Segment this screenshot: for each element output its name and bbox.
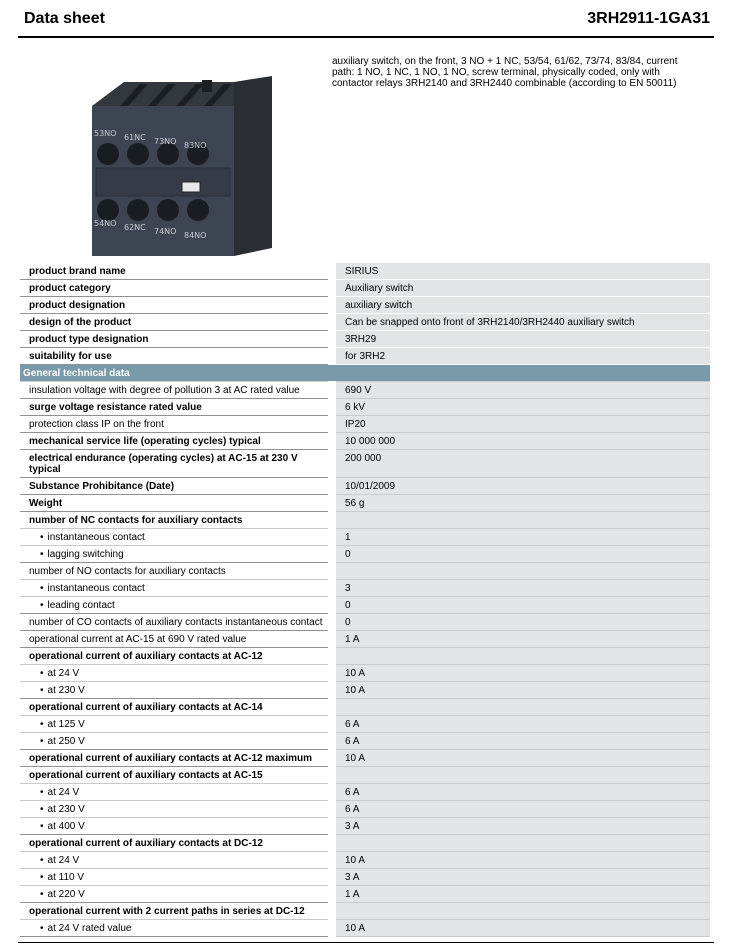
spec-value xyxy=(332,512,710,529)
spec-label: mechanical service life (operating cycles) typical xyxy=(20,433,332,450)
spec-sublabel: • at 400 V xyxy=(20,818,332,835)
spec-label: Substance Prohibitance (Date) xyxy=(20,478,332,495)
spec-sublabel: • at 24 V xyxy=(20,665,332,682)
terminal-label: 83NO xyxy=(184,141,207,150)
spec-value: IP20 xyxy=(332,416,710,433)
spec-row xyxy=(20,399,710,416)
spec-row xyxy=(20,348,710,365)
spec-value xyxy=(332,903,710,920)
spec-subrow xyxy=(20,665,710,682)
terminal-label: 73NO xyxy=(154,137,177,146)
spec-row xyxy=(20,331,710,348)
spec-label: number of NO contacts for auxiliary contacts xyxy=(20,563,332,580)
spec-subrow xyxy=(20,529,710,546)
spec-subrow xyxy=(20,852,710,869)
terminal-label: 74NO xyxy=(154,227,177,236)
page-title: Data sheet xyxy=(24,10,105,27)
spec-value: 56 g xyxy=(332,495,710,512)
spec-subrow xyxy=(20,716,710,733)
spec-subrow xyxy=(20,682,710,699)
spec-sublabel: • at 230 V xyxy=(20,801,332,818)
spec-table xyxy=(20,263,710,937)
product-description: auxiliary switch, on the front, 3 NO + 1 NC, 53/54, 61/62, 73/74, 83/84, current path: 1 NO, 1 NC, 1 NO, 1 NO, screw terminal, physically coded, only with contactor relays 3RH2140 and 3RH2440 combinable (according to EN 50011) xyxy=(332,56,678,89)
spec-subrow xyxy=(20,784,710,801)
spec-label: operational current at AC-15 at 690 V rated value xyxy=(20,631,332,648)
spec-value: 10/01/2009 xyxy=(332,478,710,495)
spec-subvalue: 6 A xyxy=(332,801,710,818)
spec-label: surge voltage resistance rated value xyxy=(20,399,332,416)
spec-subrow xyxy=(20,597,710,614)
spec-subvalue: 6 A xyxy=(332,784,710,801)
terminal-label: 54NO xyxy=(94,219,117,228)
spec-value: for 3RH2 xyxy=(332,348,710,365)
spec-label: product type designation xyxy=(20,331,332,348)
spec-subrow xyxy=(20,801,710,818)
spec-sublabel: • instantaneous contact xyxy=(20,580,332,597)
spec-label: operational current of auxiliary contacts at AC-14 xyxy=(20,699,332,716)
spec-subrow xyxy=(20,818,710,835)
spec-label: number of NC contacts for auxiliary contacts xyxy=(20,512,332,529)
spec-value: SIRIUS xyxy=(332,263,710,280)
spec-row xyxy=(20,563,710,580)
spec-sublabel: • at 24 V xyxy=(20,784,332,801)
spec-subrow xyxy=(20,546,710,563)
spec-value: Can be snapped onto front of 3RH2140/3RH2440 auxiliary switch xyxy=(332,314,710,331)
spec-subvalue: 10 A xyxy=(332,682,710,699)
spec-row xyxy=(20,495,710,512)
spec-sublabel: • lagging switching xyxy=(20,546,332,563)
spec-row xyxy=(20,750,710,767)
spec-subvalue: 1 A xyxy=(332,886,710,903)
spec-subvalue: 6 A xyxy=(332,733,710,750)
spec-subvalue: 10 A xyxy=(332,665,710,682)
spec-row xyxy=(20,648,710,665)
spec-row xyxy=(20,903,710,920)
spec-row xyxy=(20,314,710,331)
spec-value: 10 A xyxy=(332,750,710,767)
spec-subrow xyxy=(20,869,710,886)
spec-sublabel: • at 230 V xyxy=(20,682,332,699)
spec-row xyxy=(20,280,710,297)
spec-value: 200 000 xyxy=(332,450,710,478)
spec-label: suitability for use xyxy=(20,348,332,365)
spec-value: 6 kV xyxy=(332,399,710,416)
spec-value xyxy=(332,835,710,852)
spec-sublabel: • at 24 V xyxy=(20,852,332,869)
spec-subvalue: 3 A xyxy=(332,818,710,835)
spec-value: auxiliary switch xyxy=(332,297,710,314)
terminal-label: 53NO xyxy=(94,129,117,138)
spec-label: number of CO contacts of auxiliary contacts instantaneous contact xyxy=(20,614,332,631)
spec-subvalue: 3 A xyxy=(332,869,710,886)
section-header xyxy=(20,365,710,382)
spec-value: 10 000 000 xyxy=(332,433,710,450)
spec-subvalue: 0 xyxy=(332,546,710,563)
spec-row xyxy=(20,433,710,450)
terminal-label: 84NO xyxy=(184,231,207,240)
spec-label: operational current of auxiliary contacts at AC-12 xyxy=(20,648,332,665)
spec-subvalue: 10 A xyxy=(332,920,710,937)
spec-label: protection class IP on the front xyxy=(20,416,332,433)
spec-row xyxy=(20,450,710,478)
spec-label: insulation voltage with degree of pollution 3 at AC rated value xyxy=(20,382,332,399)
spec-label: electrical endurance (operating cycles) at AC-15 at 230 V typical xyxy=(20,450,332,478)
spec-row xyxy=(20,382,710,399)
spec-subrow xyxy=(20,580,710,597)
footer-divider xyxy=(18,942,714,943)
spec-row xyxy=(20,478,710,495)
spec-sublabel: • at 24 V rated value xyxy=(20,920,332,937)
spec-label: product brand name xyxy=(20,263,332,280)
spec-subrow xyxy=(20,733,710,750)
spec-label: product category xyxy=(20,280,332,297)
page-header xyxy=(18,8,714,38)
spec-label: Weight xyxy=(20,495,332,512)
terminal-label: 61NC xyxy=(124,133,146,142)
spec-sublabel: • at 110 V xyxy=(20,869,332,886)
spec-label: design of the product xyxy=(20,314,332,331)
spec-label: operational current of auxiliary contacts at AC-15 xyxy=(20,767,332,784)
spec-row xyxy=(20,297,710,314)
spec-label: operational current of auxiliary contacts at AC-12 maximum xyxy=(20,750,332,767)
spec-subvalue: 3 xyxy=(332,580,710,597)
spec-value: 0 xyxy=(332,614,710,631)
spec-value: 690 V xyxy=(332,382,710,399)
spec-label: product designation xyxy=(20,297,332,314)
spec-value xyxy=(332,563,710,580)
spec-subvalue: 10 A xyxy=(332,852,710,869)
spec-row xyxy=(20,631,710,648)
spec-value: 1 A xyxy=(332,631,710,648)
spec-sublabel: • at 250 V xyxy=(20,733,332,750)
spec-value xyxy=(332,648,710,665)
spec-sublabel: • leading contact xyxy=(20,597,332,614)
spec-label: operational current with 2 current paths in series at DC-12 xyxy=(20,903,332,920)
spec-table-body xyxy=(20,263,710,937)
spec-row xyxy=(20,699,710,716)
spec-row xyxy=(20,263,710,280)
spec-row xyxy=(20,767,710,784)
spec-subvalue: 6 A xyxy=(332,716,710,733)
spec-row xyxy=(20,512,710,529)
product-code: 3RH2911-1GA31 xyxy=(587,10,710,27)
spec-sublabel: • instantaneous contact xyxy=(20,529,332,546)
spec-row xyxy=(20,614,710,631)
section-title: General technical data xyxy=(20,365,710,382)
spec-label: operational current of auxiliary contacts at DC-12 xyxy=(20,835,332,852)
spec-row xyxy=(20,416,710,433)
spec-subrow xyxy=(20,886,710,903)
spec-value: Auxiliary switch xyxy=(332,280,710,297)
spec-subvalue: 0 xyxy=(332,597,710,614)
spec-subvalue: 1 xyxy=(332,529,710,546)
spec-sublabel: • at 125 V xyxy=(20,716,332,733)
spec-row xyxy=(20,835,710,852)
product-image xyxy=(84,76,276,256)
spec-value: 3RH29 xyxy=(332,331,710,348)
spec-value xyxy=(332,699,710,716)
spec-sublabel: • at 220 V xyxy=(20,886,332,903)
spec-subrow xyxy=(20,920,710,937)
terminal-label: 62NC xyxy=(124,223,146,232)
spec-value xyxy=(332,767,710,784)
